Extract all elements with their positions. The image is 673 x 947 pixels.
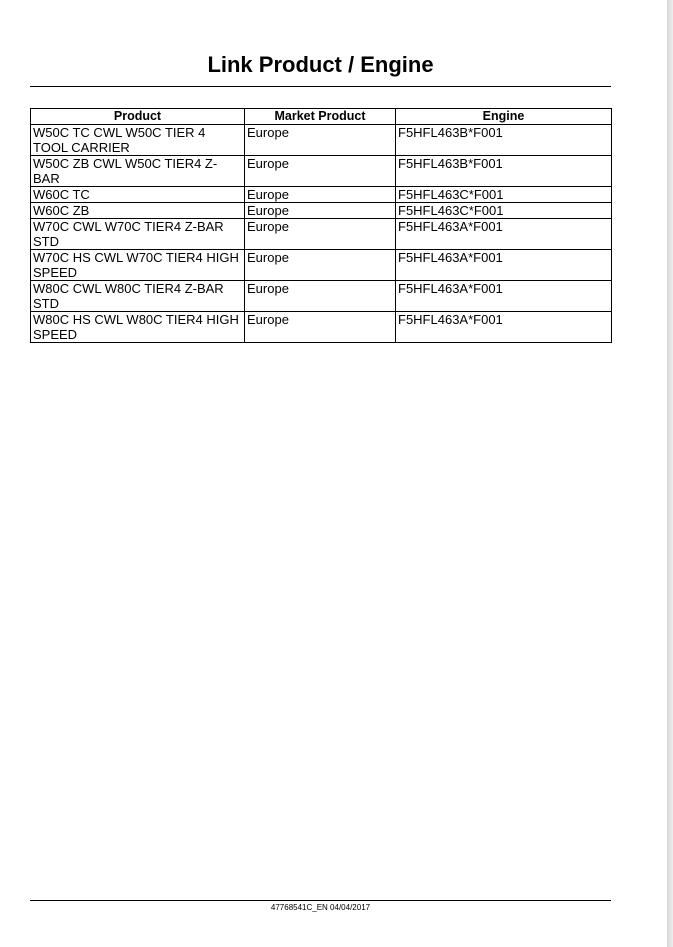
page-edge-shadow — [667, 0, 673, 947]
cell-engine: F5HFL463C*F001 — [396, 187, 612, 203]
cell-market: Europe — [245, 312, 396, 343]
header-market-product: Market Product — [245, 109, 396, 125]
cell-product: W70C CWL W70C TIER4 Z-BAR STD — [31, 219, 245, 250]
cell-market: Europe — [245, 250, 396, 281]
cell-market: Europe — [245, 281, 396, 312]
cell-product: W80C CWL W80C TIER4 Z-BAR STD — [31, 281, 245, 312]
page-title: Link Product / Engine — [207, 52, 434, 77]
table-row — [31, 219, 612, 250]
table-row — [31, 250, 612, 281]
table-row — [31, 156, 612, 187]
cell-market: Europe — [245, 156, 396, 187]
link-product-engine-table — [30, 108, 612, 343]
cell-product: W50C ZB CWL W50C TIER4 Z-BAR — [31, 156, 245, 187]
footer-divider — [30, 900, 611, 901]
table-row — [31, 203, 612, 219]
cell-product: W50C TC CWL W50C TIER 4 TOOL CARRIER — [31, 125, 245, 156]
cell-engine: F5HFL463C*F001 — [396, 203, 612, 219]
cell-product: W60C TC — [31, 187, 245, 203]
cell-engine: F5HFL463B*F001 — [396, 156, 612, 187]
cell-engine: F5HFL463A*F001 — [396, 312, 612, 343]
cell-engine: F5HFL463A*F001 — [396, 281, 612, 312]
table-row — [31, 281, 612, 312]
cell-market: Europe — [245, 219, 396, 250]
cell-engine: F5HFL463A*F001 — [396, 219, 612, 250]
cell-market: Europe — [245, 125, 396, 156]
cell-product: W80C HS CWL W80C TIER4 HIGH SPEED — [31, 312, 245, 343]
table-header-row — [31, 109, 612, 125]
header-product: Product — [31, 109, 245, 125]
title-divider — [30, 86, 611, 87]
cell-product: W70C HS CWL W70C TIER4 HIGH SPEED — [31, 250, 245, 281]
header-engine: Engine — [396, 109, 612, 125]
table-row — [31, 125, 612, 156]
table-row — [31, 312, 612, 343]
cell-engine: F5HFL463B*F001 — [396, 125, 612, 156]
cell-market: Europe — [245, 187, 396, 203]
table-row — [31, 187, 612, 203]
footer-document-id: 47768541C_EN 04/04/2017 — [270, 903, 371, 912]
cell-product: W60C ZB — [31, 203, 245, 219]
cell-engine: F5HFL463A*F001 — [396, 250, 612, 281]
cell-market: Europe — [245, 203, 396, 219]
